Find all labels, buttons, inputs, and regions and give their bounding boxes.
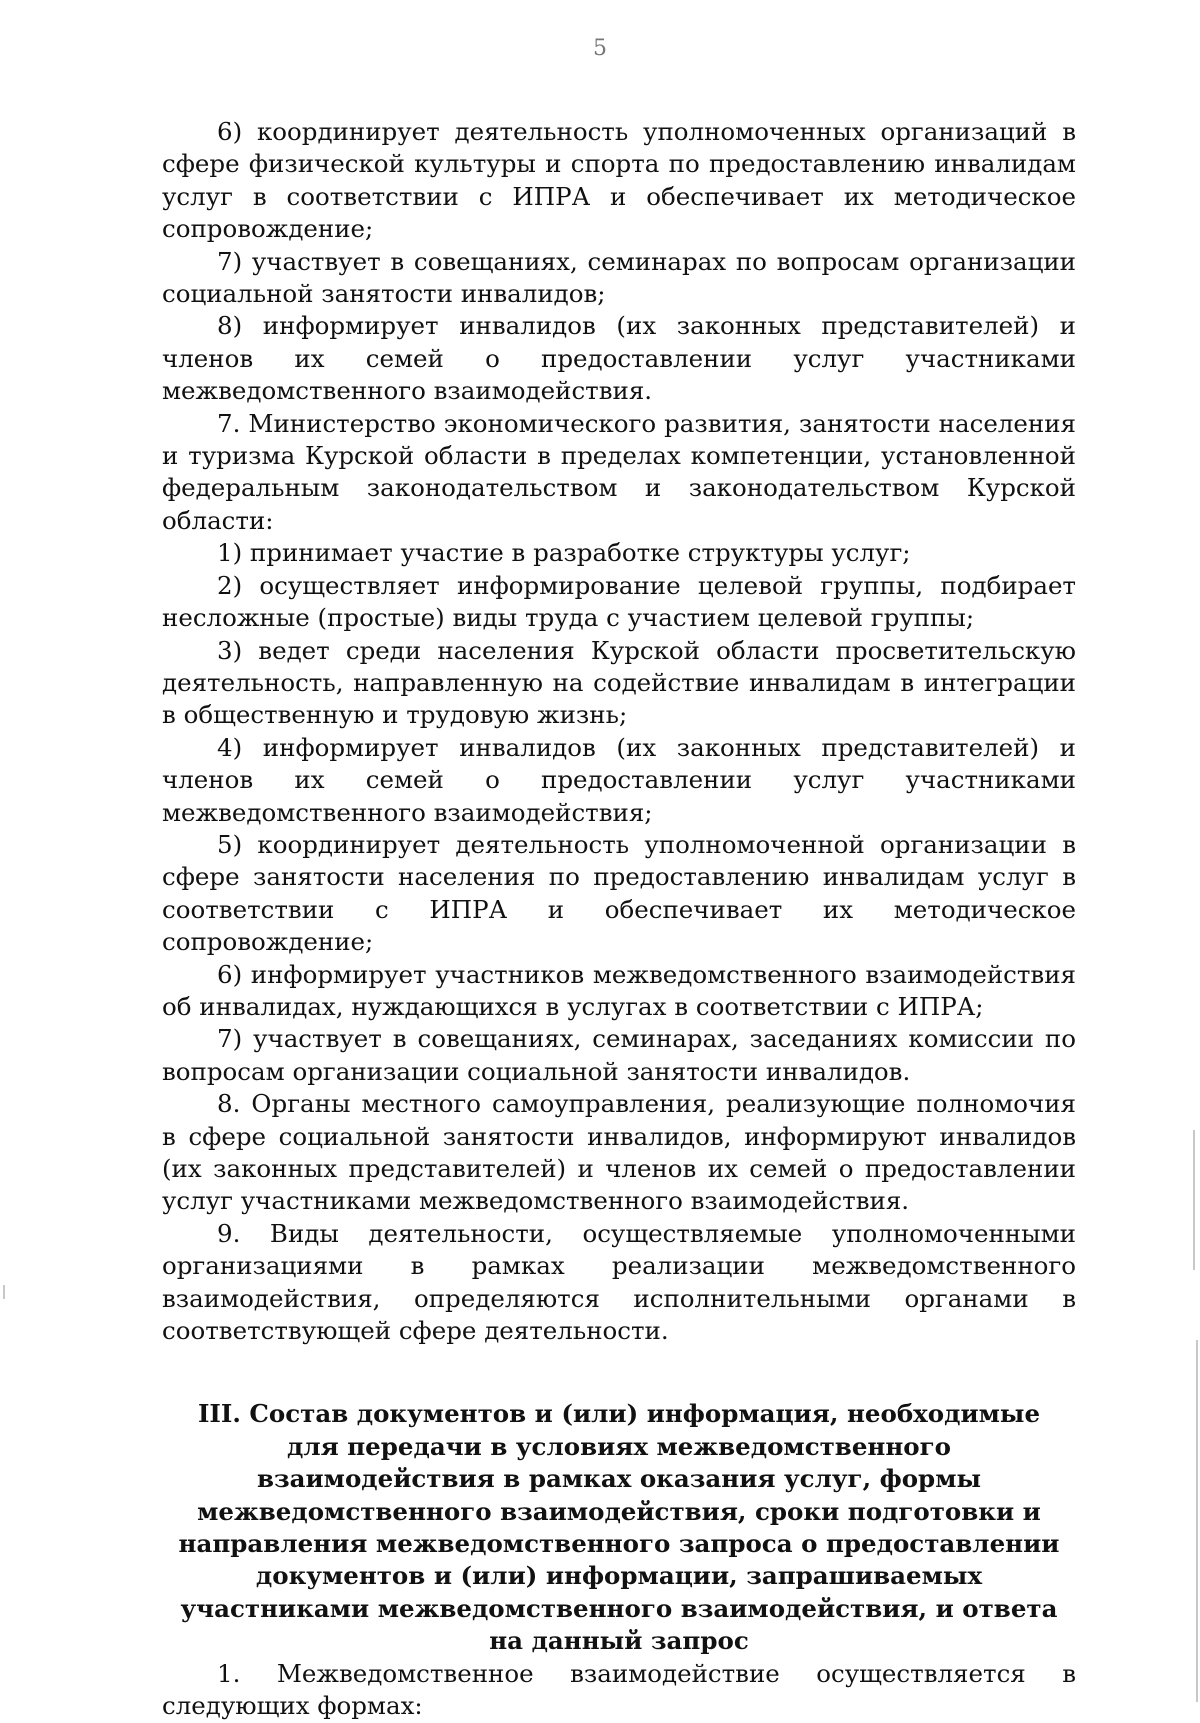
paragraph: 9. Виды деятельности, осуществляемые уполномоченными организациями в рамках реализации межведомственного взаимодействия, определяются исполнительными органами в соответствующей сфере деятельности. — [162, 1218, 1076, 1346]
paragraph: 8) информирует инвалидов (их законных представителей) и членов их семей о предоставлении услуг участниками межведомственного взаимодействия. — [162, 311, 1076, 406]
page-number: 5 — [593, 36, 607, 61]
paragraph: 1. Межведомственное взаимодействие осуществляется в следующих формах: — [162, 1658, 1076, 1721]
paragraph: 7) участвует в совещаниях, семинарах по вопросам организации социальной занятости инвалидов; — [162, 246, 1076, 309]
paragraph: 4) информирует инвалидов (их законных представителей) и членов их семей о предоставлении услуг участниками межведомственного взаимодействия; — [162, 732, 1076, 827]
paragraph: 7) участвует в совещаниях, семинарах, заседаниях комиссии по вопросам организации социальной занятости инвалидов. — [162, 1024, 1076, 1086]
paragraph: 6) координирует деятельность уполномоченных организаций в сфере физической культуры и спорта по предоставлению инвалидам услуг в соответствии с ИПРА и обеспечивает их методическое сопровождение; — [162, 117, 1076, 244]
paragraph: 8. Органы местного самоуправления, реализующие полномочия в сфере социальной занятости инвалидов, информируют инвалидов (их законных представителей) и членов их семей о предоставлении услуг участниками межведомственного взаимодействия. — [162, 1089, 1076, 1216]
document-body — [162, 116, 1076, 1723]
scan-edge-line — [1193, 1130, 1195, 1270]
section-heading: III. Состав документов и (или) информация, необходимые для передачи в условиях межведомственного взаимодействия в рамках оказания услуг, формы межведомственного взаимодействия, сроки подготовки и направления межведомственного запроса о предоставлении документов и (или) информации, запрашиваемых участниками межведомственного взаимодействия, и ответа на данный запрос — [178, 1399, 1060, 1656]
paragraph: 5) координирует деятельность уполномоченной организации в сфере занятости населения по предоставлению инвалидам услуг в соответствии с ИПРА и обеспечивает их методическое сопровождение; — [162, 829, 1076, 957]
scan-edge-dot — [3, 1285, 5, 1299]
paragraph: 7. Министерство экономического развития, занятости населения и туризма Курской области в пределах компетенции, установленной федеральным законодательством и законодательством Курской области: — [162, 408, 1076, 535]
paragraph: 6) информирует участников межведомственного взаимодействия об инвалидах, нуждающихся в услугах в соответствии с ИПРА; — [162, 959, 1076, 1021]
scan-edge-line — [1196, 1340, 1198, 1702]
paragraph: 3) ведет среди населения Курской области просветительскую деятельность, направленную на содействие инвалидам в интеграции в общественную и трудовую жизнь; — [162, 635, 1076, 730]
paragraph: 1) принимает участие в разработке структуры услуг; — [217, 538, 911, 568]
paragraph: 2) осуществляет информирование целевой группы, подбирает несложные (простые) виды труда с участием целевой группы; — [162, 570, 1076, 633]
